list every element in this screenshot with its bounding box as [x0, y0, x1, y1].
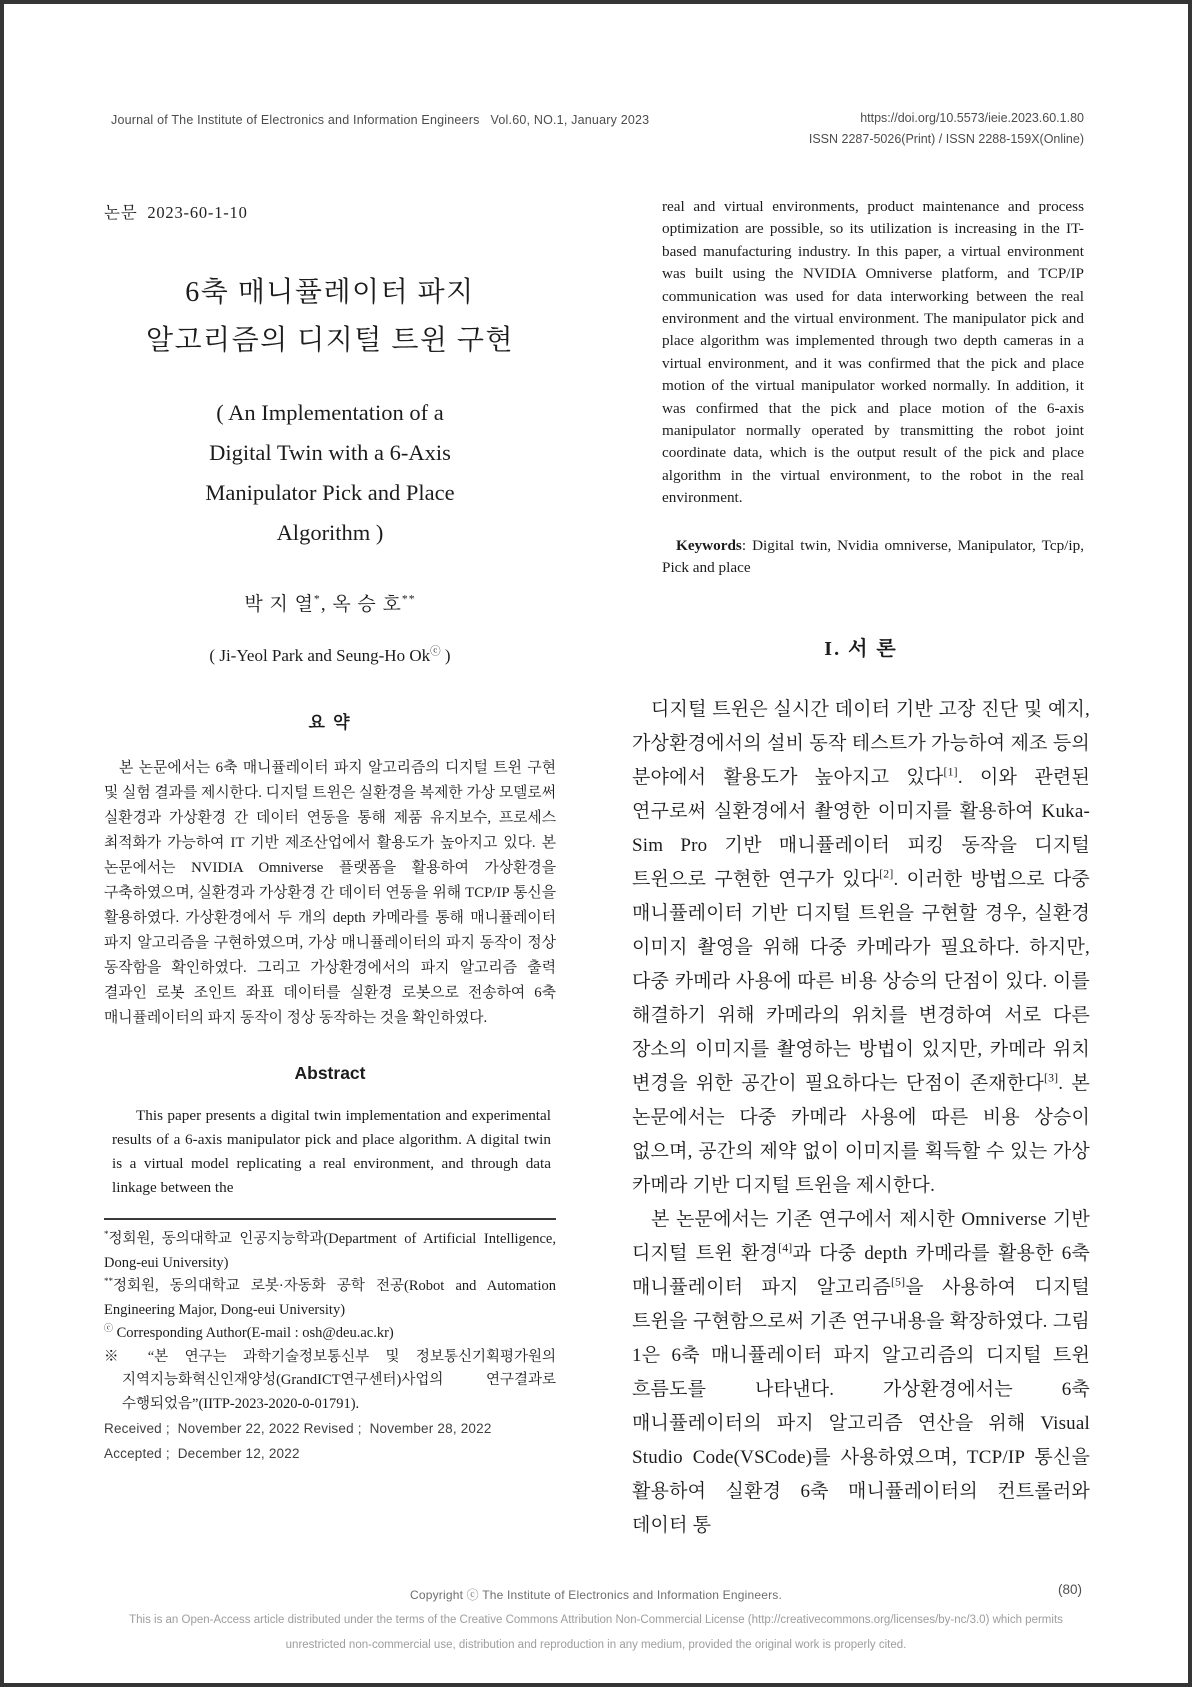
left-column — [104, 189, 556, 1466]
keywords-label: Keywords — [676, 536, 742, 554]
license-text: This is an Open-Access article distributed under the terms of the Creative Commons Attribution Non-Commercial License (http://creativecommons.org/licenses/by-nc/3.0) which permits unrestricted non-commercial use, distribution and reproduction in any medium, provided the original work is properly cited. — [129, 1614, 1063, 1651]
english-abstract-text: This paper presents a digital twin implementation and experimental results of a 6-axis manipulator pick and place algorithm. A digital twin is a virtual model replicating a real environment, and through data linkage between the — [112, 1107, 551, 1196]
right-column — [632, 189, 1090, 1543]
journal-header: Journal of The Institute of Electronics and Information Engineers Vol.60, NO.1, January 2023 — [111, 113, 650, 127]
footnote-affiliation-2: **정회원, 동의대학교 로봇·자동화 공학 전공(Robot and Automation Engineering Major, Dong-eui University) — [104, 1276, 556, 1318]
title-korean-line2: 알고리즘의 디지털 트윈 구현 — [145, 325, 515, 356]
keywords-line — [632, 535, 1090, 580]
footnote-affiliation-1: *정회원, 동의대학교 인공지능학과(Department of Artificial Intelligence, Dong-eui University) — [104, 1229, 556, 1271]
title-korean-line1: 6축 매니퓰레이터 파지 — [185, 277, 475, 308]
accepted-date: Accepted ; December 12, 2022 — [104, 1446, 300, 1461]
title-english — [104, 393, 556, 553]
page-number: (80) — [1057, 1582, 1082, 1597]
paper-number: 논문 2023-60-1-10 — [104, 203, 248, 222]
footnotes — [104, 1228, 556, 1466]
footnote-funding: ※ “본 연구는 과학기술정보통신부 및 정보통신기획평가원의 지역지능화혁신인재양성(GrandICT연구센터)사업의 연구결과로 수행되었음”(IITP-2023-2020-0-01791). — [104, 1348, 556, 1412]
copyright-line: Copyright ⓒ The Institute of Electronics and Information Engineers. — [409, 1588, 783, 1602]
keywords-text: : Digital twin, Nvidia omniverse, Manipulator, Tcp/ip, Pick and place — [662, 536, 1084, 577]
received-revised-dates: Received ; November 22, 2022 Revised ; November 28, 2022 — [104, 1421, 492, 1436]
section-1-heading: I. 서 론 — [824, 637, 898, 660]
issn-text: ISSN 2287-5026(Print) / ISSN 2288-159X(Online) — [808, 132, 1084, 146]
title-english-line1: ( An Implementation of a — [216, 400, 444, 425]
authors-english: ( Ji-Yeol Park and Seung-Ho Okⓒ ) — [209, 646, 451, 665]
intro-paragraph-2: 본 논문에서는 기존 연구에서 제시한 Omniverse 기반 디지털 트윈 환경[4]과 다중 depth 카메라를 활용한 6축 매니퓰레이터 파지 알고리즘[5]을 사용하여 디지털 트윈을 구현함으로써 기존 연구내용을 확장하였다. 그림 1은 6축 매니퓰레이터 파지 알고리즘의 디지털 트윈 흐름도를 나타낸다. 가상환경에서는 6축 매니퓰레이터의 파지 알고리즘 연산을 위해 Visual Studio Code(VSCode)를 사용하였으며, TCP/IP 통신을 활용하여 실환경 6축 매니퓰레이터의 컨트롤러와 데이터 통 — [632, 1208, 1090, 1536]
korean-abstract-heading: 요 약 — [308, 713, 352, 732]
title-english-line4: Algorithm ) — [276, 520, 384, 545]
intro-paragraph-1: 디지털 트윈은 실시간 데이터 기반 고장 진단 및 예지, 가상환경에서의 설비 동작 테스트가 가능하여 제조 등의 분야에서 활용도가 높아지고 있다[1]. 이와 관련된 연구로써 실환경에서 촬영한 이미지를 활용하여 Kuka-Sim Pro 기반 매니퓰레이터 피킹 동작을 디지털 트윈으로 구현한 연구가 있다[2]. 이러한 방법으로 다중 매니퓰레이터 기반 디지털 트윈을 구현할 경우, 실환경 이미지 촬영을 위해 다중 카메라가 필요하다. 하지만, 다중 카메라 사용에 따른 비용 상승의 단점이 있다. 이를 해결하기 위해 카메라의 위치를 변경하여 서로 다른 장소의 이미지를 촬영하는 방법이 있지만, 카메라 위치 변경을 위한 공간이 필요하다는 단점이 존재한다[3]. 본 논문에서는 다중 카메라 사용에 따른 비용 상승이 없으며, 공간의 제약 없이 이미지를 획득할 수 있는 가상 카메라 기반 디지털 트윈을 제시한다. — [632, 698, 1091, 1196]
english-abstract-continued: real and virtual environments, product maintenance and process optimization are possible, so its utilization is increasing in the IT-based manufacturing industry. In this paper, a virtual environment was built using the NVIDIA Omniverse platform, and TCP/IP communication was used for data interworking between the real environment and the virtual environment. The manipulator pick and place algorithm was implemented through two depth cameras in a virtual environment, and it was confirmed that the pick and place motion of the virtual manipulator worked normally. In addition, it was confirmed that the pick and place motion of the 6-axis manipulator normally operated by transmitting the robot joint coordinate data, which is the output result of the pick and place algorithm in the virtual environment, to the robot in the real environment. — [662, 198, 1084, 507]
footnote-corresponding-author: ⓒ Corresponding Author(E-mail : osh@deu.ac.kr) — [104, 1323, 394, 1341]
english-abstract-heading: Abstract — [294, 1063, 366, 1083]
doi-text: https://doi.org/10.5573/ieie.2023.60.1.80 — [860, 111, 1084, 125]
title-english-line2: Digital Twin with a 6-Axis — [209, 440, 451, 465]
footnote-divider — [104, 1218, 556, 1220]
title-korean — [104, 269, 556, 365]
korean-abstract-text: 본 논문에서는 6축 매니퓰레이터 파지 알고리즘의 디지털 트윈 구현 및 실험 결과를 제시한다. 디지털 트윈은 실환경을 복제한 가상 모델로써 실환경과 가상환경 간 데이터 연동을 통해 제품 유지보수, 프로세스 최적화가 가능하여 IT 기반 제조산업에서 활용도가 높아지고 있다. 본 논문에서는 NVIDIA Omniverse 플랫폼을 활용하여 가상환경을 구축하였으며, 실환경과 가상환경 간 데이터 연동을 위해 TCP/IP 통신을 활용하였다. 가상환경에서 두 개의 depth 카메라를 통해 매니퓰레이터 파지 알고리즘을 구현하였으며, 가상 매니퓰레이터의 파지 동작이 정상 동작함을 확인하였다. 그리고 가상환경에서의 파지 알고리즘 출력 결과인 로봇 조인트 좌표 데이터를 실환경 로봇으로 전송하여 6축 매니퓰레이터의 파지 동작이 정상 동작하는 것을 확인하였다. — [104, 760, 556, 1026]
header-identifiers — [809, 108, 1084, 150]
authors-korean: 박 지 열*, 옥 승 호** — [244, 592, 416, 615]
title-english-line3: Manipulator Pick and Place — [205, 480, 455, 505]
